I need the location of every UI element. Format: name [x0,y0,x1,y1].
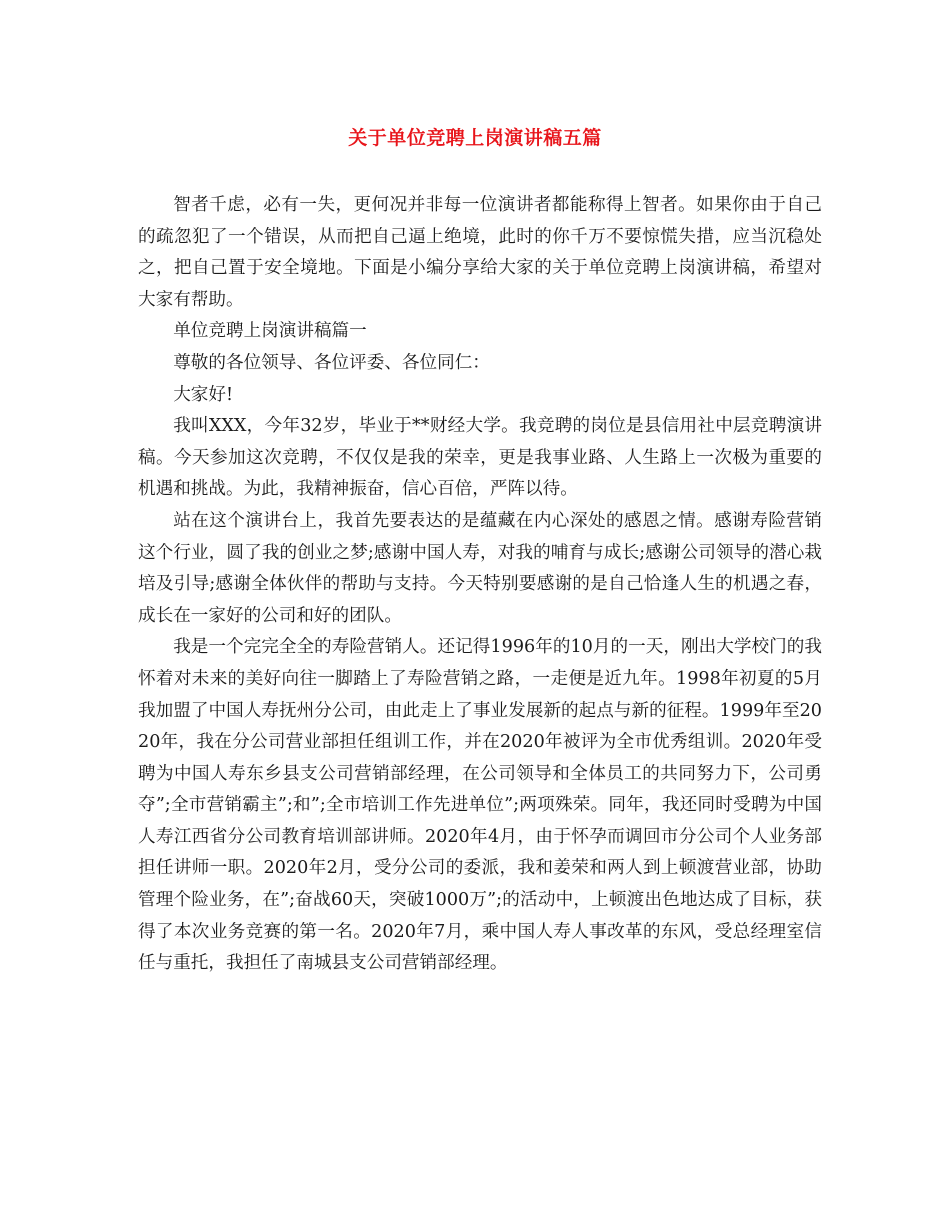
body-paragraph: 我是一个完完全全的寿险营销人。还记得1996年的10月的一天，刚出大学校门的我怀着对未来的美好向往一脚踏上了寿险营销之路，一走便是近九年。1998年初夏的5月我加盟了中国人寿抚州分公司，由此走上了事业发展新的起点与新的征程。1999年至2020年，我在分公司营业部担任组训工作，并在2020年被评为全市优秀组训。2020年受聘为中国人寿东乡县支公司营销部经理，在公司领导和全体员工的共同努力下，公司勇夺”;全市营销霸主”;和”;全市培训工作先进单位”;两项殊荣。同年，我还同时受聘为中国人寿江西省分公司教育培训部讲师。2020年4月，由于怀孕而调回市分公司个人业务部担任讲师一职。2020年2月，受分公司的委派，我和姜荣和两人到上顿渡营业部，协助管理个险业务，在”;奋战60天，突破1000万”;的活动中，上顿渡出色地达成了目标，获得了本次业务竞赛的第一名。2020年7月，乘中国人寿人事改革的东风，受总经理室信任与重托，我担任了南城县支公司营销部经理。 [138,637,822,974]
body-paragraph: 我叫XXX，今年32岁，毕业于**财经大学。我竞聘的岗位是县信用社中层竞聘演讲稿。今天参加这次竞聘，不仅仅是我的荣幸，更是我事业路、人生路上一次极为重要的机遇和挑战。为此，我精神振奋，信心百倍，严阵以待。 [138,416,822,500]
section-heading: 单位竞聘上岗演讲稿篇一 [173,321,367,342]
document-body [138,190,822,980]
body-paragraph: 站在这个演讲台上，我首先要表达的是蕴藏在内心深处的感恩之情。感谢寿险营销这个行业，圆了我的创业之梦;感谢中国人寿，对我的哺育与成长;感谢公司领导的潜心栽培及引导;感谢全体伙伴的帮助与支持。今天特别要感谢的是自己恰逢人生的机遇之春，成长在一家好的公司和好的团队。 [138,510,822,626]
document-title: 关于单位竞聘上岗演讲稿五篇 [348,127,602,149]
intro-paragraph: 智者千虑，必有一失，更何况并非每一位演讲者都能称得上智者。如果你由于自己的疏忽犯了一个错误，从而把自己逼上绝境，此时的你千万不要惊慌失措，应当沉稳处之，把自己置于安全境地。下面是小编分享给大家的关于单位竞聘上岗演讲稿，希望对大家有帮助。 [138,195,822,310]
salutation: 尊敬的各位领导、各位评委、各位同仁： [173,352,490,373]
greeting: 大家好! [173,384,234,405]
